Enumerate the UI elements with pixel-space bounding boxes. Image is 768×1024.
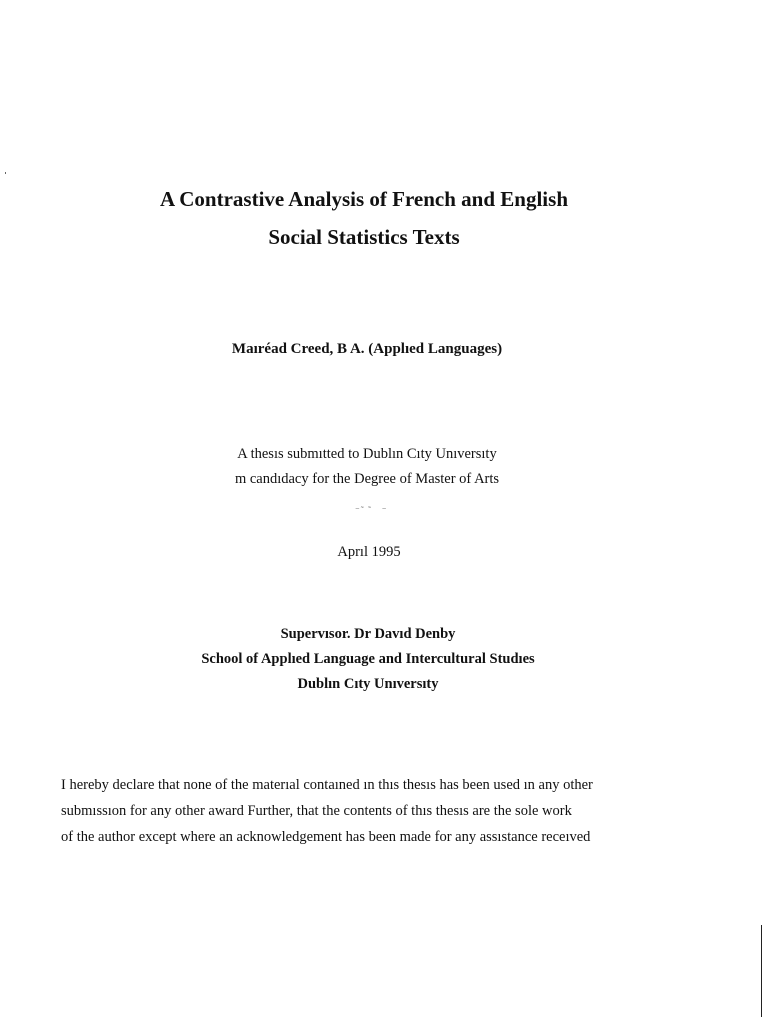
school-name: School of Applıed Language and Intercultural Studıes [201,651,535,667]
thesis-title-line-2: Social Statistics Texts [268,225,460,249]
submission-statement [0,442,734,492]
declaration-line-2: submıssıon for any other award Further, that the contents of thıs thesıs are the sole work [61,803,572,819]
supervisor-name: Supervısor. Dr Davıd Denby [280,626,456,642]
scan-smudge-mark: ⁻˜ ˜ ⁻ [355,505,388,515]
author-line: Maıréad Creed, B A. (Applıed Languages) [231,341,503,357]
thesis-title [0,180,728,256]
scan-speck [5,172,6,174]
scan-edge-line [761,925,762,1017]
thesis-title-line-1: A Contrastive Analysis of French and English [159,187,568,211]
submission-line-2: m candıdacy for the Degree of Master of Arts [234,471,500,487]
declaration-paragraph [61,772,751,850]
submission-line-1: A thesıs submıtted to Dublın Cıty Unıversıty [237,446,497,462]
declaration-line-3: of the author except where an acknowledgement has been made for any assıstance receıved [61,829,591,845]
submission-date: Aprıl 1995 [337,544,401,560]
supervisor-block [0,622,736,697]
university-name: Dublın Cıty Unıversıty [297,676,439,692]
declaration-line-1: I hereby declare that none of the materıal contaıned ın thıs thesıs has been used ın any other [61,777,593,793]
